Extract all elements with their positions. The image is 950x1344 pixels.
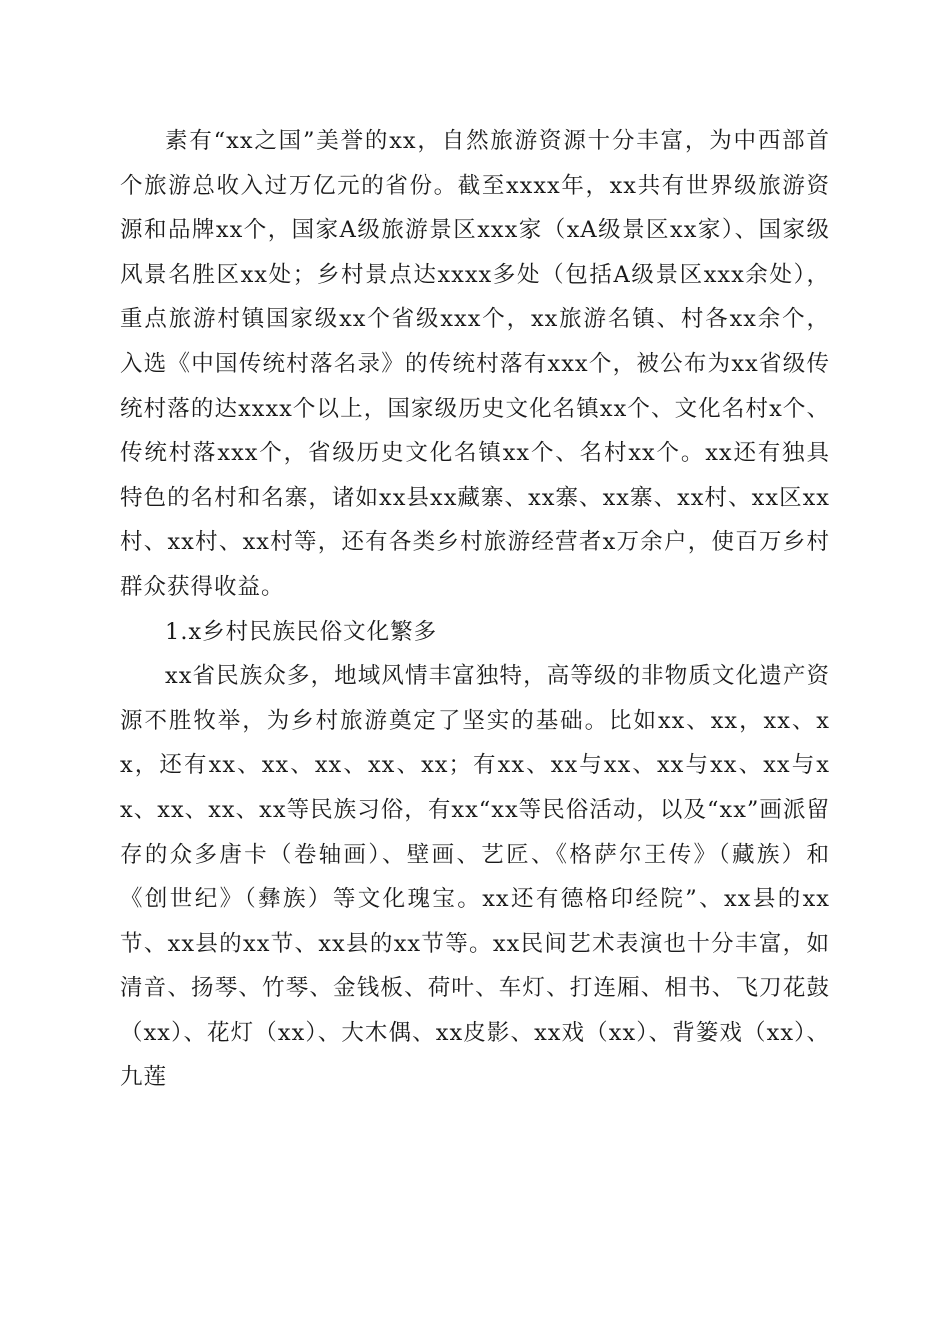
document-body bbox=[120, 119, 830, 1100]
section-heading: 1.x乡村民族民俗文化繁多 bbox=[165, 618, 438, 645]
paragraph-tourism-resources: 素有“xx之国”美誉的xx，自然旅游资源十分丰富，为中西部首个旅游总收入过万亿元的省份。截至xxxx年，xx共有世界级旅游资源和品牌xx个，国家A级旅游景区xxx家（xA级景区xx家）、国家级风景名胜区xx处；乡村景点达xxxx多处（包括A级景区xxx余处），重点旅游村镇国家级xx个省级xxx个，xx旅游名镇、村各xx余个，入选《中国传统村落名录》的传统村落有xxx个，被公布为xx省级传统村落的达xxxx个以上，国家级历史文化名镇xx个、文化名村x个、传统村落xxx个，省级历史文化名镇xx个、名村xx个。xx还有独具特色的名村和名寨，诸如xx县xx藏寨、xx寨、xx寨、xx村、xx区xx村、xx村、xx村等，还有各类乡村旅游经营者x万余户，使百万乡村群众获得收益。 bbox=[120, 128, 830, 600]
paragraph-folk-culture: xx省民族众多，地域风情丰富独特，高等级的非物质文化遗产资源不胜牧举，为乡村旅游奠定了坚实的基础。比如xx、xx，xx、xx，还有xx、xx、xx、xx、xx；有xx、xx与xx、xx与xx、xx与xx、xx、xx、xx等民族习俗，有xx“xx等民俗活动，以及“xx”画派留存的众多唐卡（卷轴画）、壁画、艺匠、《格萨尔王传》（藏族）和《创世纪》（彝族）等文化瑰宝。xx还有德格印经院”、xx县的xx节、xx县的xx节、xx县的xx节等。xx民间艺术表演也十分丰富，如清音、扬琴、竹琴、金钱板、荷叶、车灯、打连厢、相书、飞刀花鼓（xx）、花灯（xx）、大木偶、xx皮影、xx戏（xx）、背篓戏（xx）、九莲 bbox=[120, 663, 830, 1091]
